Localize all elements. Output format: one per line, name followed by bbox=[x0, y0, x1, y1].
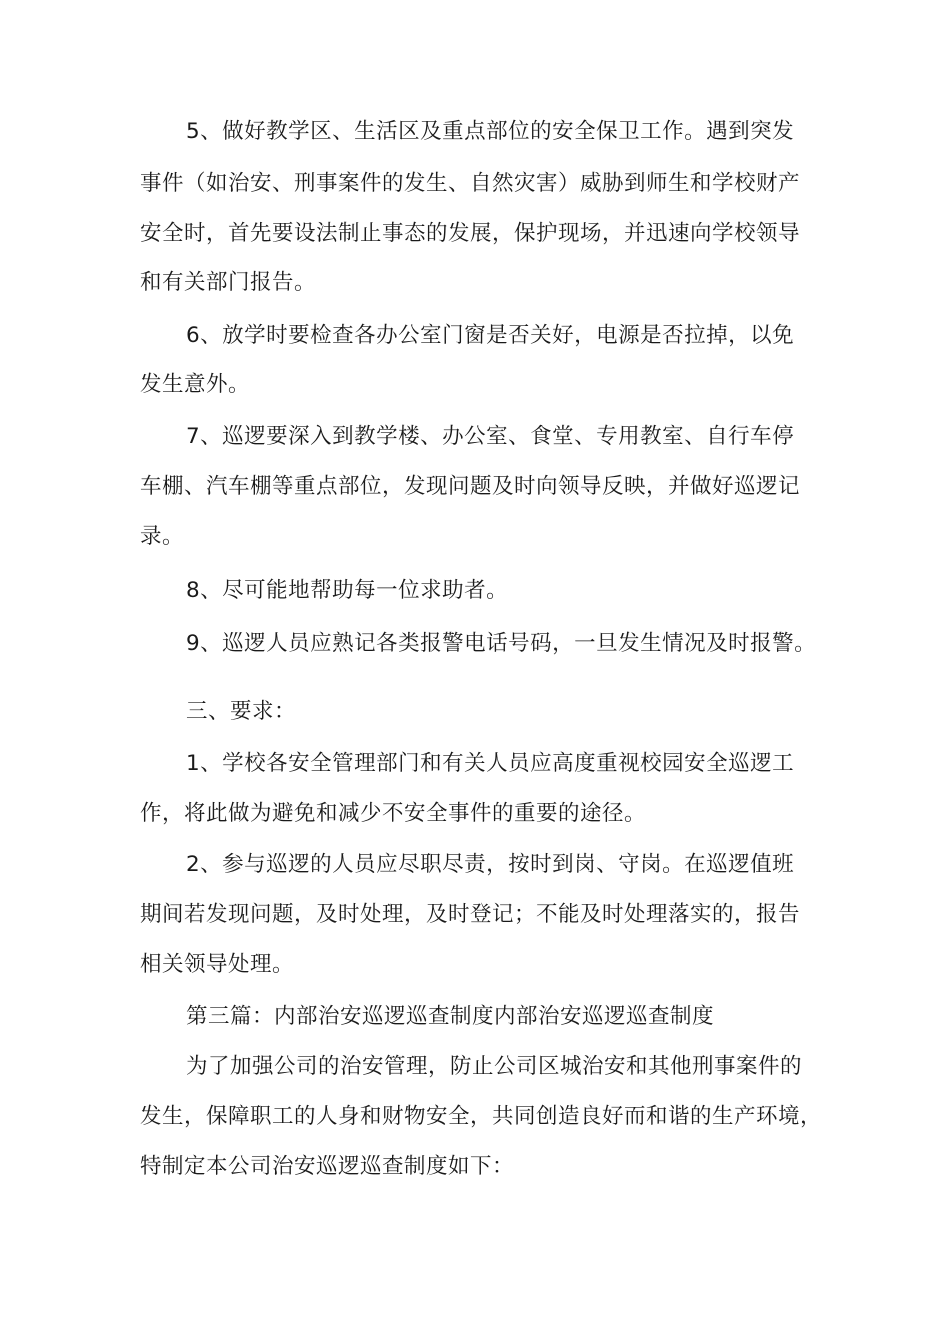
paragraph-line: 9、巡逻人员应熟记各类报警电话号码，一旦发生情况及时报警。 bbox=[186, 631, 817, 656]
paragraph-line: 发生意外。 bbox=[140, 372, 251, 397]
paragraph-line: 特制定本公司治安巡逻巡查制度如下： bbox=[140, 1154, 515, 1179]
paragraph-line: 6、放学时要检查各办公室门窗是否关好，电源是否拉掉，以免 bbox=[186, 323, 795, 348]
section-heading: 三、要求： bbox=[186, 699, 297, 724]
paragraph-line: 安全时，首先要设法制止事态的发展，保护现场，并迅速向学校领导 bbox=[140, 221, 801, 246]
paragraph-line: 2、参与巡逻的人员应尽职尽责，按时到岗、守岗。在巡逻值班 bbox=[186, 852, 795, 877]
paragraph-line: 和有关部门报告。 bbox=[140, 270, 317, 295]
paragraph-line: 相关领导处理。 bbox=[140, 952, 295, 977]
paragraph-line: 1、学校各安全管理部门和有关人员应高度重视校园安全巡逻工 bbox=[186, 751, 795, 776]
paragraph-line: 车棚、汽车棚等重点部位，发现问题及时向领导反映，并做好巡逻记 bbox=[140, 474, 801, 499]
paragraph-line: 期间若发现问题，及时处理，及时登记；不能及时处理落实的，报告 bbox=[140, 902, 801, 927]
paragraph-line: 5、做好教学区、生活区及重点部位的安全保卫工作。遇到突发 bbox=[186, 119, 795, 144]
paragraph-line: 为了加强公司的治安管理，防止公司区城治安和其他刑事案件的 bbox=[186, 1054, 803, 1079]
paragraph-line: 发生，保障职工的人身和财物安全，共同创造良好而和谐的生产环境， bbox=[140, 1104, 823, 1129]
paragraph-line: 8、尽可能地帮助每一位求助者。 bbox=[186, 578, 509, 603]
paragraph-line: 作，将此做为避免和减少不安全事件的重要的途径。 bbox=[140, 801, 647, 826]
paragraph-line: 事件（如治安、刑事案件的发生、自然灾害）威胁到师生和学校财产 bbox=[140, 171, 801, 196]
chapter-heading: 第三篇：内部治安巡逻巡查制度内部治安巡逻巡查制度 bbox=[186, 1004, 715, 1029]
paragraph-line: 7、巡逻要深入到教学楼、办公室、食堂、专用教室、自行车停 bbox=[186, 424, 795, 449]
paragraph-line: 录。 bbox=[140, 524, 185, 549]
